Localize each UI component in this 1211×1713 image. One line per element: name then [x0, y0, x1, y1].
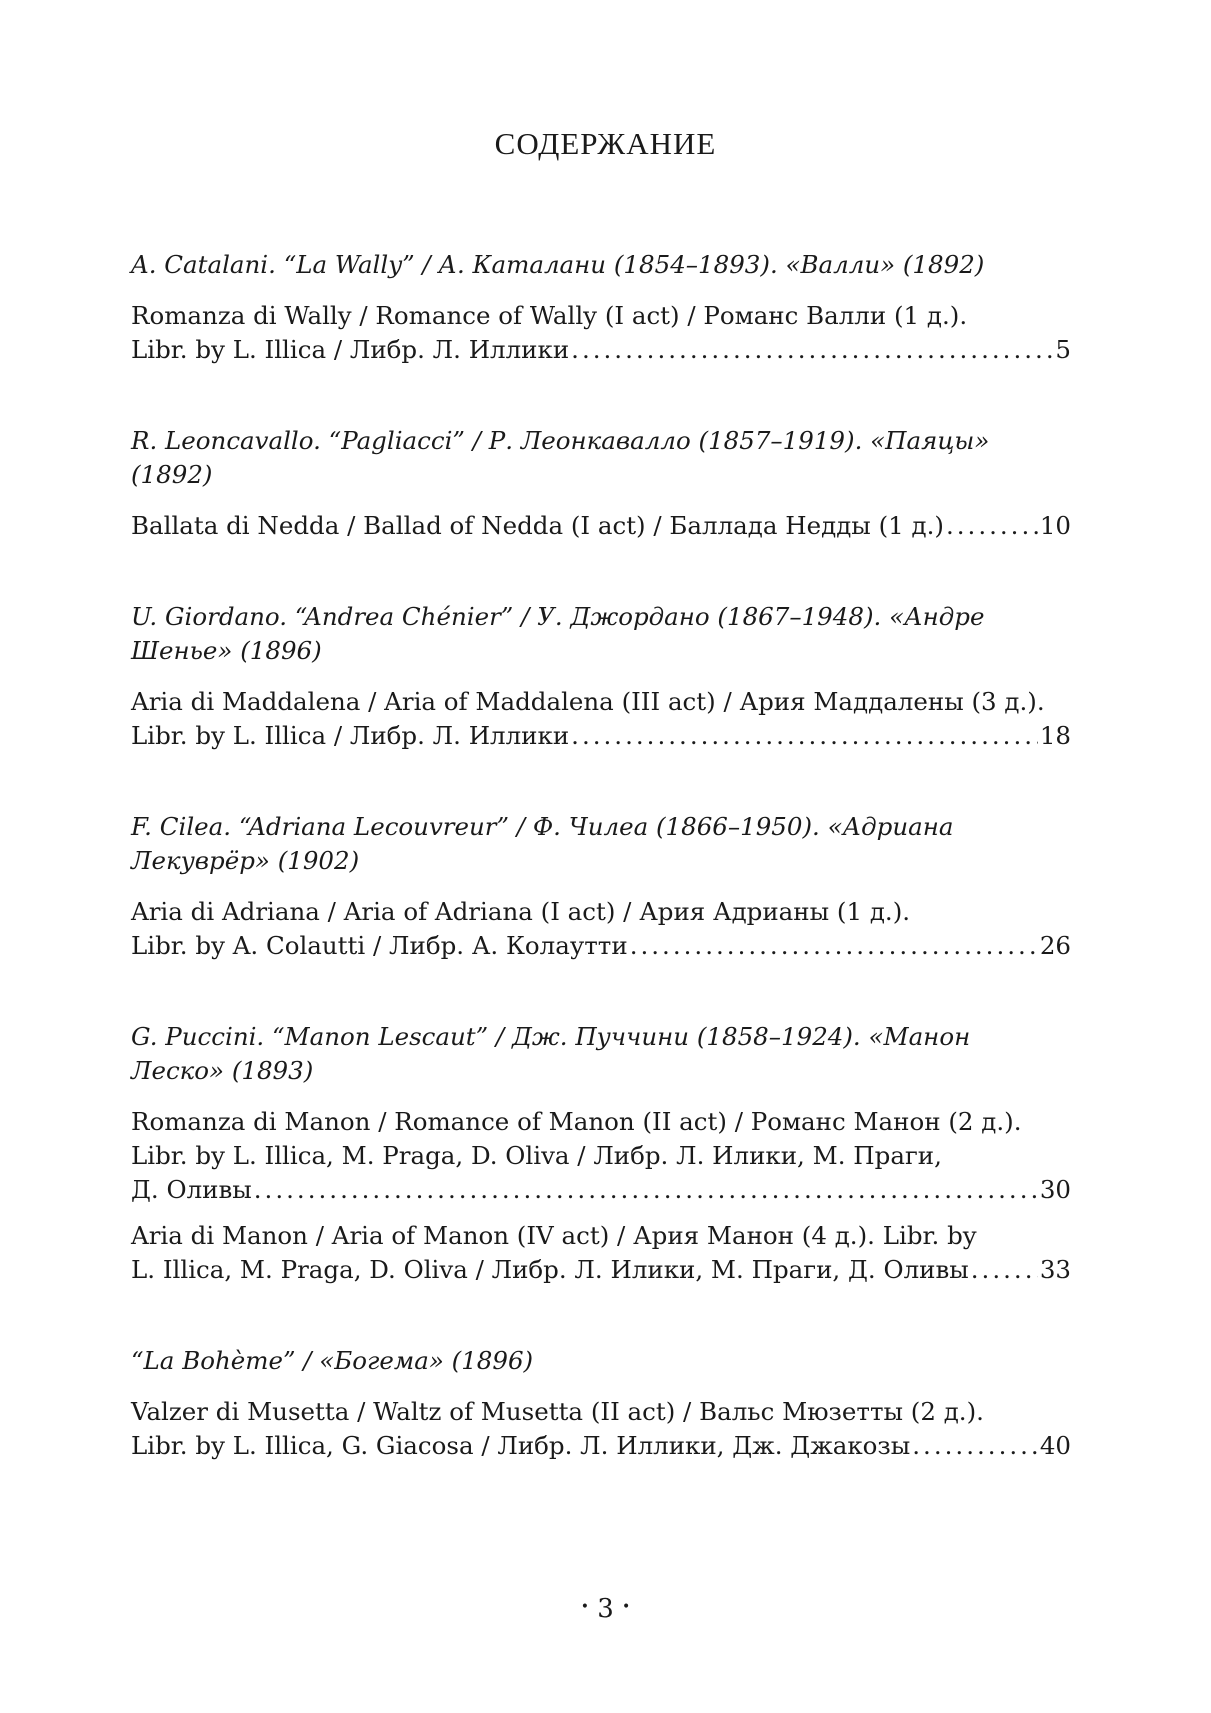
page-number-value: 3 — [597, 1594, 614, 1624]
composer-heading: F. Cilea. “Adriana Lecouvreur” / Ф. Чилеа (1866–1950). «Адриана Лекуврёр» (1902) — [131, 812, 954, 875]
entry-last-line: Д. Оливы — [131, 1175, 252, 1204]
entry-last-line: Libr. by L. Illica, G. Giacosa / Либр. Л. Иллики, Дж. Джакозы — [131, 1431, 911, 1460]
entry-line: Aria di Maddalena / Aria of Maddalena (III act) / Ария Маддалены (3 д.). — [131, 687, 1045, 716]
toc-entry[interactable] — [131, 1219, 1071, 1287]
bullet-left: • — [580, 1599, 589, 1615]
entry-page-number: 33 — [1039, 1255, 1071, 1284]
entry-page-number: 30 — [1039, 1175, 1071, 1204]
toc-section — [131, 248, 1071, 367]
entry-page-number: 10 — [1039, 511, 1071, 540]
entry-line: Romanza di Wally / Romance of Wally (I act) / Романс Валли (1 д.). — [131, 301, 968, 330]
entry-page-number: 26 — [1039, 931, 1071, 960]
toc-section — [131, 600, 1071, 753]
entry-line: Romanza di Manon / Romance of Manon (II act) / Романс Манон (2 д.). — [131, 1107, 1022, 1136]
dot-leader — [254, 1173, 1038, 1207]
toc-section — [131, 424, 1071, 543]
dot-leader — [946, 509, 1038, 543]
entry-line: Libr. by L. Illica, M. Praga, D. Oliva / Либр. Л. Илики, М. Праги, — [131, 1141, 942, 1170]
dot-leader — [971, 1253, 1038, 1287]
toc-entry[interactable] — [131, 299, 1071, 367]
composer-heading: U. Giordano. “Andrea Chénier” / У. Джордано (1867–1948). «Андре Шенье» (1896) — [131, 602, 985, 665]
toc-entry[interactable] — [131, 1395, 1071, 1463]
composer-heading: R. Leoncavallo. “Pagliacci” / Р. Леонкавалло (1857–1919). «Паяцы» (1892) — [131, 426, 990, 489]
entry-last-line: L. Illica, M. Praga, D. Oliva / Либр. Л. Илики, М. Праги, Д. Оливы — [131, 1255, 969, 1284]
toc-section — [131, 810, 1071, 963]
entry-page-number: 18 — [1039, 721, 1071, 750]
entry-line: Valzer di Musetta / Waltz of Musetta (II act) / Вальс Мюзетты (2 д.). — [131, 1397, 984, 1426]
composer-heading: “La Bohème” / «Богема» (1896) — [131, 1346, 534, 1375]
toc-section — [131, 1020, 1071, 1287]
page-number — [0, 1592, 1211, 1627]
toc-entry[interactable] — [131, 509, 1071, 543]
dot-leader — [912, 1429, 1038, 1463]
composer-heading: A. Catalani. “La Wally” / А. Каталани (1854–1893). «Валли» (1892) — [131, 250, 985, 279]
entry-last-line: Libr. by L. Illica / Либр. Л. Иллики — [131, 721, 570, 750]
dot-leader — [630, 929, 1038, 963]
toc-entry[interactable] — [131, 895, 1071, 963]
entry-page-number: 5 — [1055, 335, 1071, 364]
entry-last-line: Ballata di Nedda / Ballad of Nedda (I act) / Баллада Недды (1 д.) — [131, 511, 944, 540]
entry-last-line: Libr. by A. Colautti / Либр. А. Колаутти — [131, 931, 628, 960]
entry-line: Aria di Manon / Aria of Manon (IV act) / Ария Манон (4 д.). Libr. by — [131, 1221, 977, 1250]
entry-page-number: 40 — [1039, 1431, 1071, 1460]
table-of-contents — [131, 248, 1071, 1520]
composer-heading: G. Puccini. “Manon Lescaut” / Дж. Пуччини (1858–1924). «Манон Леско» (1893) — [131, 1022, 971, 1085]
bullet-right: • — [622, 1599, 631, 1615]
entry-line: Aria di Adriana / Aria of Adriana (I act) / Ария Адрианы (1 д.). — [131, 897, 911, 926]
dot-leader — [571, 719, 1038, 753]
toc-section — [131, 1344, 1071, 1463]
dot-leader — [571, 333, 1053, 367]
toc-entry[interactable] — [131, 1105, 1071, 1207]
toc-entry[interactable] — [131, 685, 1071, 753]
page-title: СОДЕРЖАНИЕ — [494, 126, 717, 161]
entry-last-line: Libr. by L. Illica / Либр. Л. Иллики — [131, 335, 570, 364]
